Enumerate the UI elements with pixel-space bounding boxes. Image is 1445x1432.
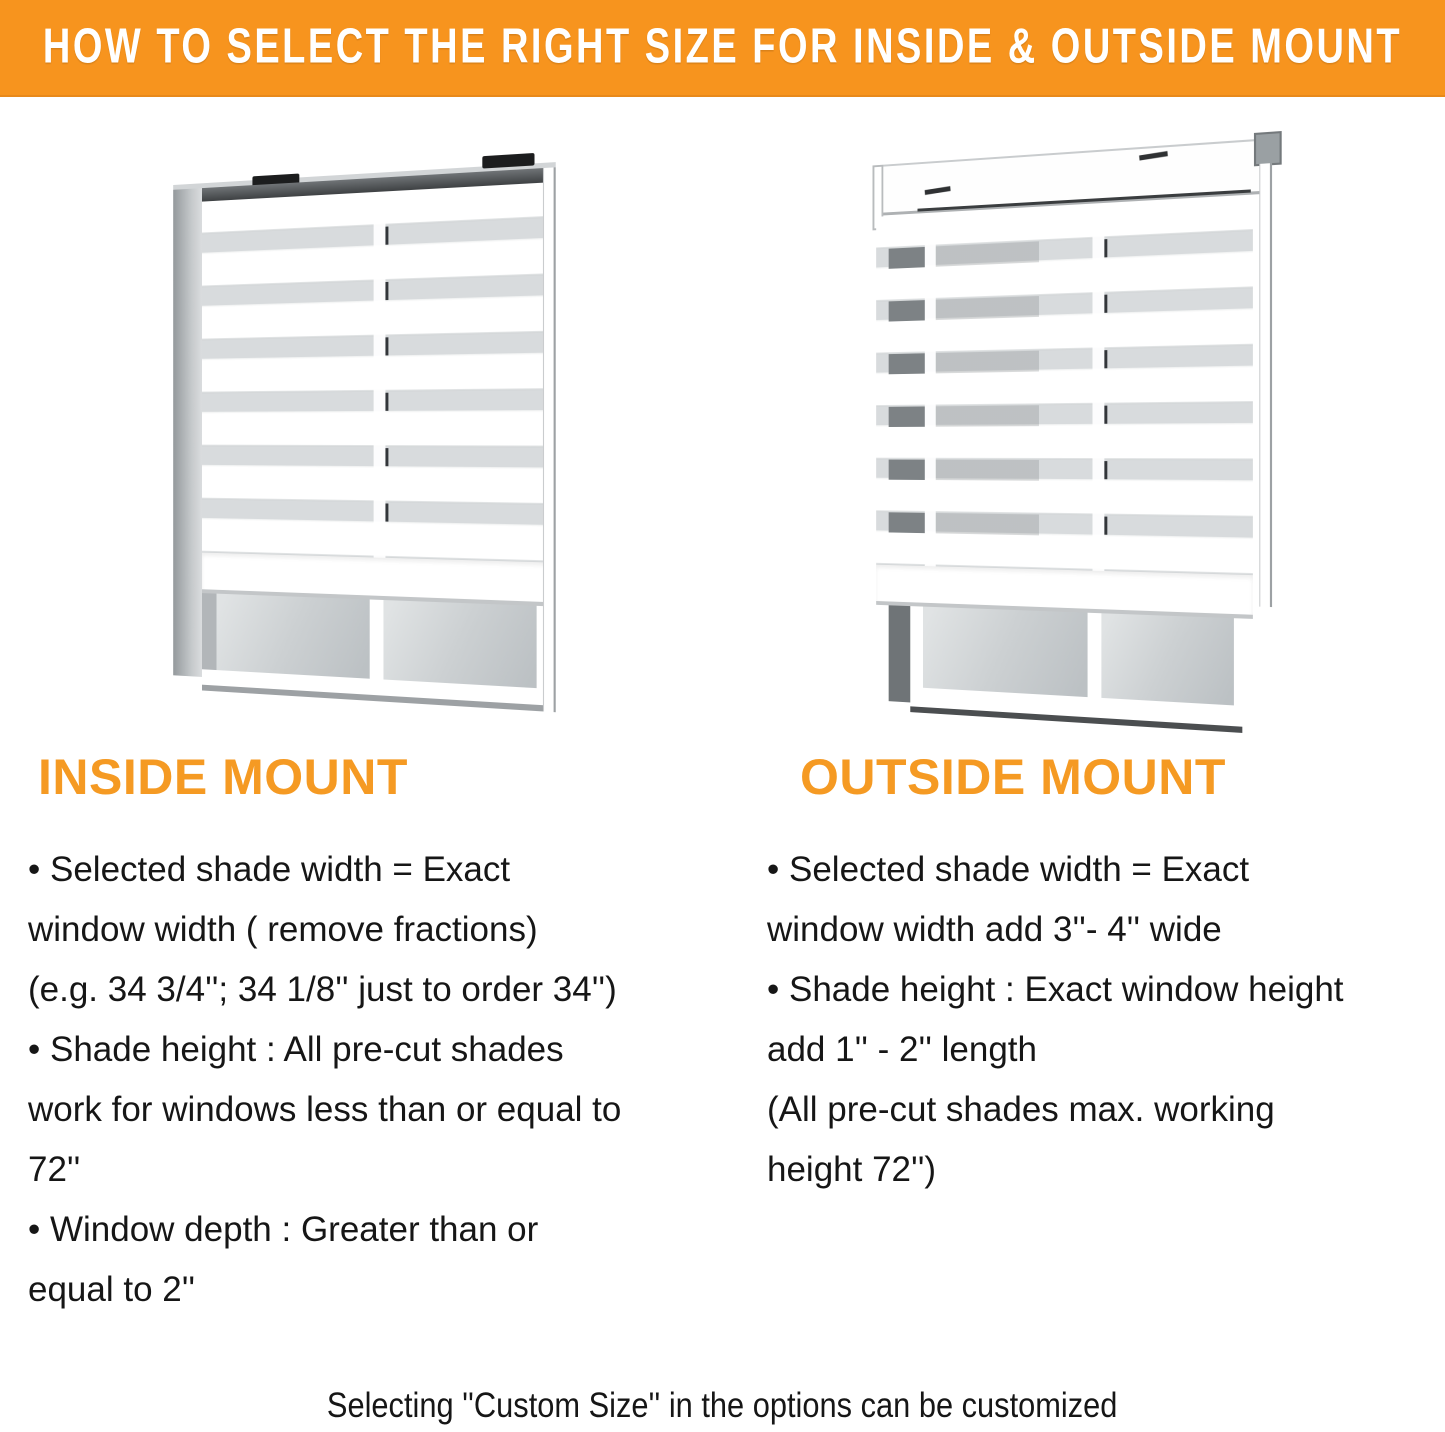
window-frame-left (173, 188, 202, 677)
bullet-line: (All pre-cut shades max. working (767, 1090, 1275, 1129)
bullet-line: equal to 2'' (28, 1270, 196, 1309)
inside-mount-heading: INSIDE MOUNT (38, 749, 408, 805)
glass-pane-right (1101, 613, 1234, 705)
glass-pane-left (217, 594, 370, 679)
bullet-line: • Selected shade width = Exact (28, 850, 511, 889)
window-mullion (374, 191, 386, 557)
banner-title: HOW TO SELECT THE RIGHT SIZE FOR INSIDE & OUTSIDE MOUNT (42, 19, 1403, 75)
bullet-line: • Window depth : Greater than or (28, 1210, 539, 1249)
bullet-line: height 72'') (767, 1150, 937, 1189)
mounting-bracket-icon (1254, 131, 1282, 166)
outside-mount-specs (767, 840, 1344, 1200)
inside-mount-illustration (152, 146, 562, 721)
glass-pane-right (383, 600, 536, 688)
outside-mount-heading: OUTSIDE MOUNT (800, 749, 1226, 805)
mullion-shadow (385, 191, 388, 558)
bullet-line: (e.g. 34 3/4''; 34 1/8'' just to order 34'') (28, 970, 617, 1009)
mullion-shadow (1104, 204, 1107, 571)
glass-pane-left (923, 607, 1088, 698)
footer-note (0, 1386, 1445, 1426)
window-frame-reveal (202, 593, 217, 670)
outside-mount-illustration (858, 140, 1278, 760)
bullet-line: • Shade height : All pre-cut shades (28, 1030, 564, 1069)
window-mullion (1092, 204, 1104, 571)
footer-note-text: Selecting ''Custom Size'' in the options can be customized (327, 1386, 1118, 1425)
bullet-line: 72'' (28, 1150, 81, 1189)
bullet-line: work for windows less than or equal to (28, 1090, 622, 1129)
inside-mount-specs (28, 840, 621, 1320)
window-frame-edge (925, 213, 936, 566)
bullet-line: window width add 3''- 4'' wide (767, 910, 1222, 949)
banner (0, 0, 1445, 97)
glass-shading (936, 208, 1039, 570)
inside-mount-scene (166, 132, 566, 735)
outside-mount-scene (873, 125, 1283, 776)
shade-side-channel (543, 167, 556, 712)
bullet-line: add 1'' - 2'' length (767, 1030, 1037, 1069)
bullet-line: • Selected shade width = Exact (767, 850, 1250, 889)
bullet-line: window width ( remove fractions) (28, 910, 538, 949)
bullet-line: • Shade height : Exact window height (767, 970, 1344, 1009)
shade-side-channel (1259, 163, 1272, 607)
window-frame-recess (889, 214, 925, 566)
window-frame-reveal (889, 605, 911, 702)
